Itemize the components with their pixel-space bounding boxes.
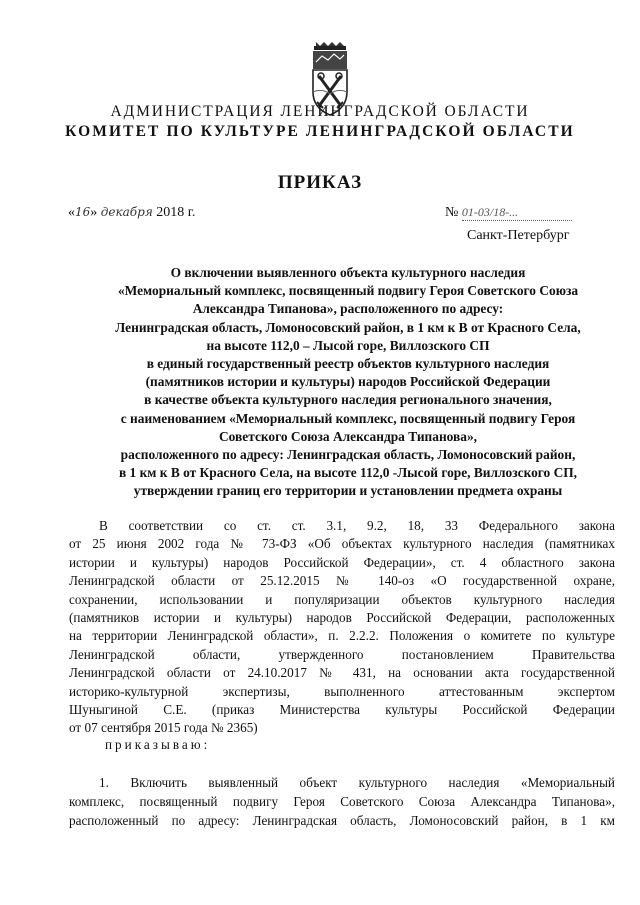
subject-line: Советского Союза Александра Типанова», (219, 428, 477, 444)
header-committee: КОМИТЕТ ПО КУЛЬТУРЕ ЛЕНИНГРАДСКОЙ ОБЛАСТИ (65, 123, 575, 140)
city-name: Санкт-Петербург (467, 228, 570, 243)
body-line: историко-культурной экспертизы, выполненного аттестованным экспертом (69, 683, 615, 699)
date-month: декабря (100, 205, 153, 219)
subject-line: утверждении границ его территории и установлении предмета охраны (133, 483, 563, 499)
body-line: от 07 сентября 2015 года № 2365) (69, 720, 258, 736)
number-value: 01-03/18-... (462, 205, 572, 221)
body-line: от 25 июня 2002 года № 73-ФЗ «Об объектах культурного наследия (памятниках (69, 536, 615, 552)
item-line: 1. Включить выявленный объект культурного наследия «Мемориальный (99, 775, 615, 790)
body-line: Ленинградской области, утвержденного постановлением Правительства (69, 646, 615, 662)
document-title: ПРИКАЗ (277, 172, 363, 193)
order-item-1 (69, 773, 615, 830)
order-number (445, 205, 572, 221)
number-label: № (445, 205, 459, 220)
body-line: Ленинградской области от 25.12.2015 № 140-оз «О государственной охране, (69, 573, 615, 589)
order-date (68, 205, 195, 221)
subject-line: Александра Типанова», расположенного по адресу: (192, 301, 504, 317)
body-line: Шуныгиной С.Е. (приказ Министерства культуры Российской Федерации (69, 701, 615, 717)
item-line: комплекс, посвященный подвигу Героя Советского Союза Александра Типанова», (69, 794, 615, 809)
subject-line: расположенного по адресу: Ленинградская область, Ломоносовский район, (120, 447, 576, 463)
date-open-quote: « (68, 205, 75, 220)
subject-line: «Мемориальный комплекс, посвященный подвигу Героя Советского Союза (117, 283, 579, 299)
subject-line: (памятников истории и культуры) народов Российской Федерации (145, 374, 551, 390)
date-day: 16 (75, 205, 91, 219)
subject-line: в качестве объекта культурного наследия регионального значения, (144, 392, 552, 408)
body-line: (памятников истории и культуры) народов Российской Федерации, расположенных (69, 609, 615, 625)
body-line: В соответствии со ст. ст. 3.1, 9.2, 18, 33 Федерального закона (99, 518, 615, 533)
order-directive: приказываю: (105, 737, 211, 752)
item-line: расположенный по адресу: Ленинградская область, Ломоносовский район, в 1 км (69, 813, 615, 828)
date-year: 2018 г. (156, 205, 196, 220)
body-line: истории и культуры) народов Российской Федерации», ст. 4 областного закона (69, 554, 615, 570)
subject-line: на высоте 112,0 – Лысой горе, Виллозского СП (206, 337, 490, 353)
subject-line: в 1 км к В от Красного Села, на высоте 112,0 -Лысой горе, Виллозского СП, (118, 465, 578, 481)
subject-line: в единый государственный реестр объектов культурного наследия (146, 356, 550, 372)
body-line: на территории Ленинградской области», п. 2.2.2. Положения о комитете по культуре (69, 628, 615, 644)
date-close-quote: » (90, 205, 98, 220)
order-subject (68, 264, 628, 501)
header-administration: АДМИНИСТРАЦИЯ ЛЕНИНГРАДСКОЙ ОБЛАСТИ (110, 103, 530, 120)
subject-line: с наименованием «Мемориальный комплекс, посвященный подвигу Героя (120, 410, 576, 426)
subject-line: О включении выявленного объекта культурного наследия (170, 265, 526, 280)
preamble-paragraph (69, 517, 615, 738)
body-line: Ленинградской области от 24.10.2017 № 431, на основании акта государственной (69, 665, 615, 681)
subject-line: Ленинградская область, Ломоносовский район, в 1 км к В от Красного Села, (115, 319, 581, 335)
body-line: сохранении, использовании и популяризации объектов культурного наследия (69, 591, 615, 607)
